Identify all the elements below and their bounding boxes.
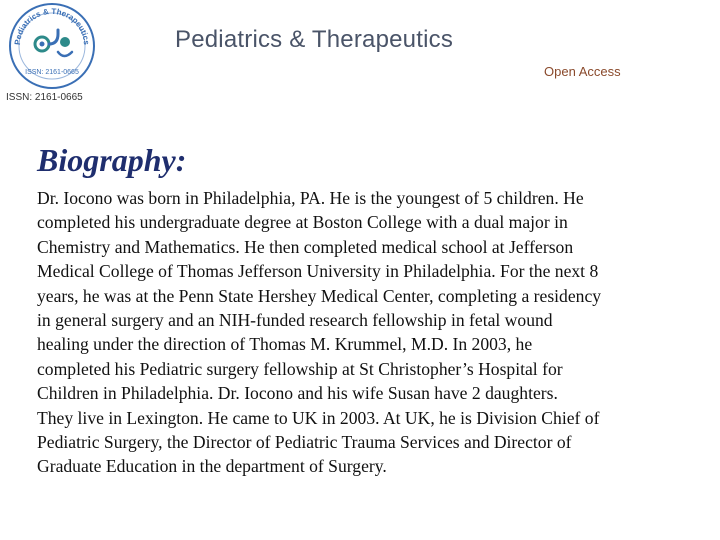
biography-line: completed his undergraduate degree at Boston College with a dual major in [37, 212, 568, 233]
biography-line: years, he was at the Penn State Hershey Medical Center, completing a residency [37, 285, 602, 306]
logo-issn-text: ISSN: 2161-0665 [25, 69, 79, 76]
biography-line: Chemistry and Mathematics. He then completed medical school at Jefferson [37, 236, 574, 257]
biography-line: Graduate Education in the department of Surgery. [37, 456, 387, 477]
biography-line: completed his Pediatric surgery fellowship at St Christopher’s Hospital for [37, 358, 563, 379]
issn-label: ISSN: 2161-0665 [6, 92, 83, 103]
journal-logo [6, 2, 98, 90]
biography-line: They live in Lexington. He came to UK in 2003. At UK, he is Division Chief of [37, 407, 600, 428]
open-access-label: Open Access [544, 64, 621, 79]
biography-line: healing under the direction of Thomas M. Krummel, M.D. In 2003, he [37, 334, 533, 355]
biography-line: Children in Philadelphia. Dr. Iocono and his wife Susan have 2 daughters. [37, 383, 558, 404]
biography-line: Medical College of Thomas Jefferson University in Philadelphia. For the next 8 [37, 261, 599, 282]
journal-logo-icon [6, 2, 98, 90]
section-heading: Biography: [37, 142, 187, 178]
biography-text [37, 186, 697, 479]
biography-line: in general surgery and an NIH-funded research fellowship in fetal wound [37, 310, 553, 331]
logo-ring-text: Pediatrics & Therapeutics [12, 6, 92, 46]
biography-line: Dr. Iocono was born in Philadelphia, PA. He is the youngest of 5 children. He [37, 188, 584, 208]
journal-title: Pediatrics & Therapeutics [175, 26, 454, 53]
biography-line: Pediatric Surgery, the Director of Pediatric Trauma Services and Director of [37, 432, 572, 453]
